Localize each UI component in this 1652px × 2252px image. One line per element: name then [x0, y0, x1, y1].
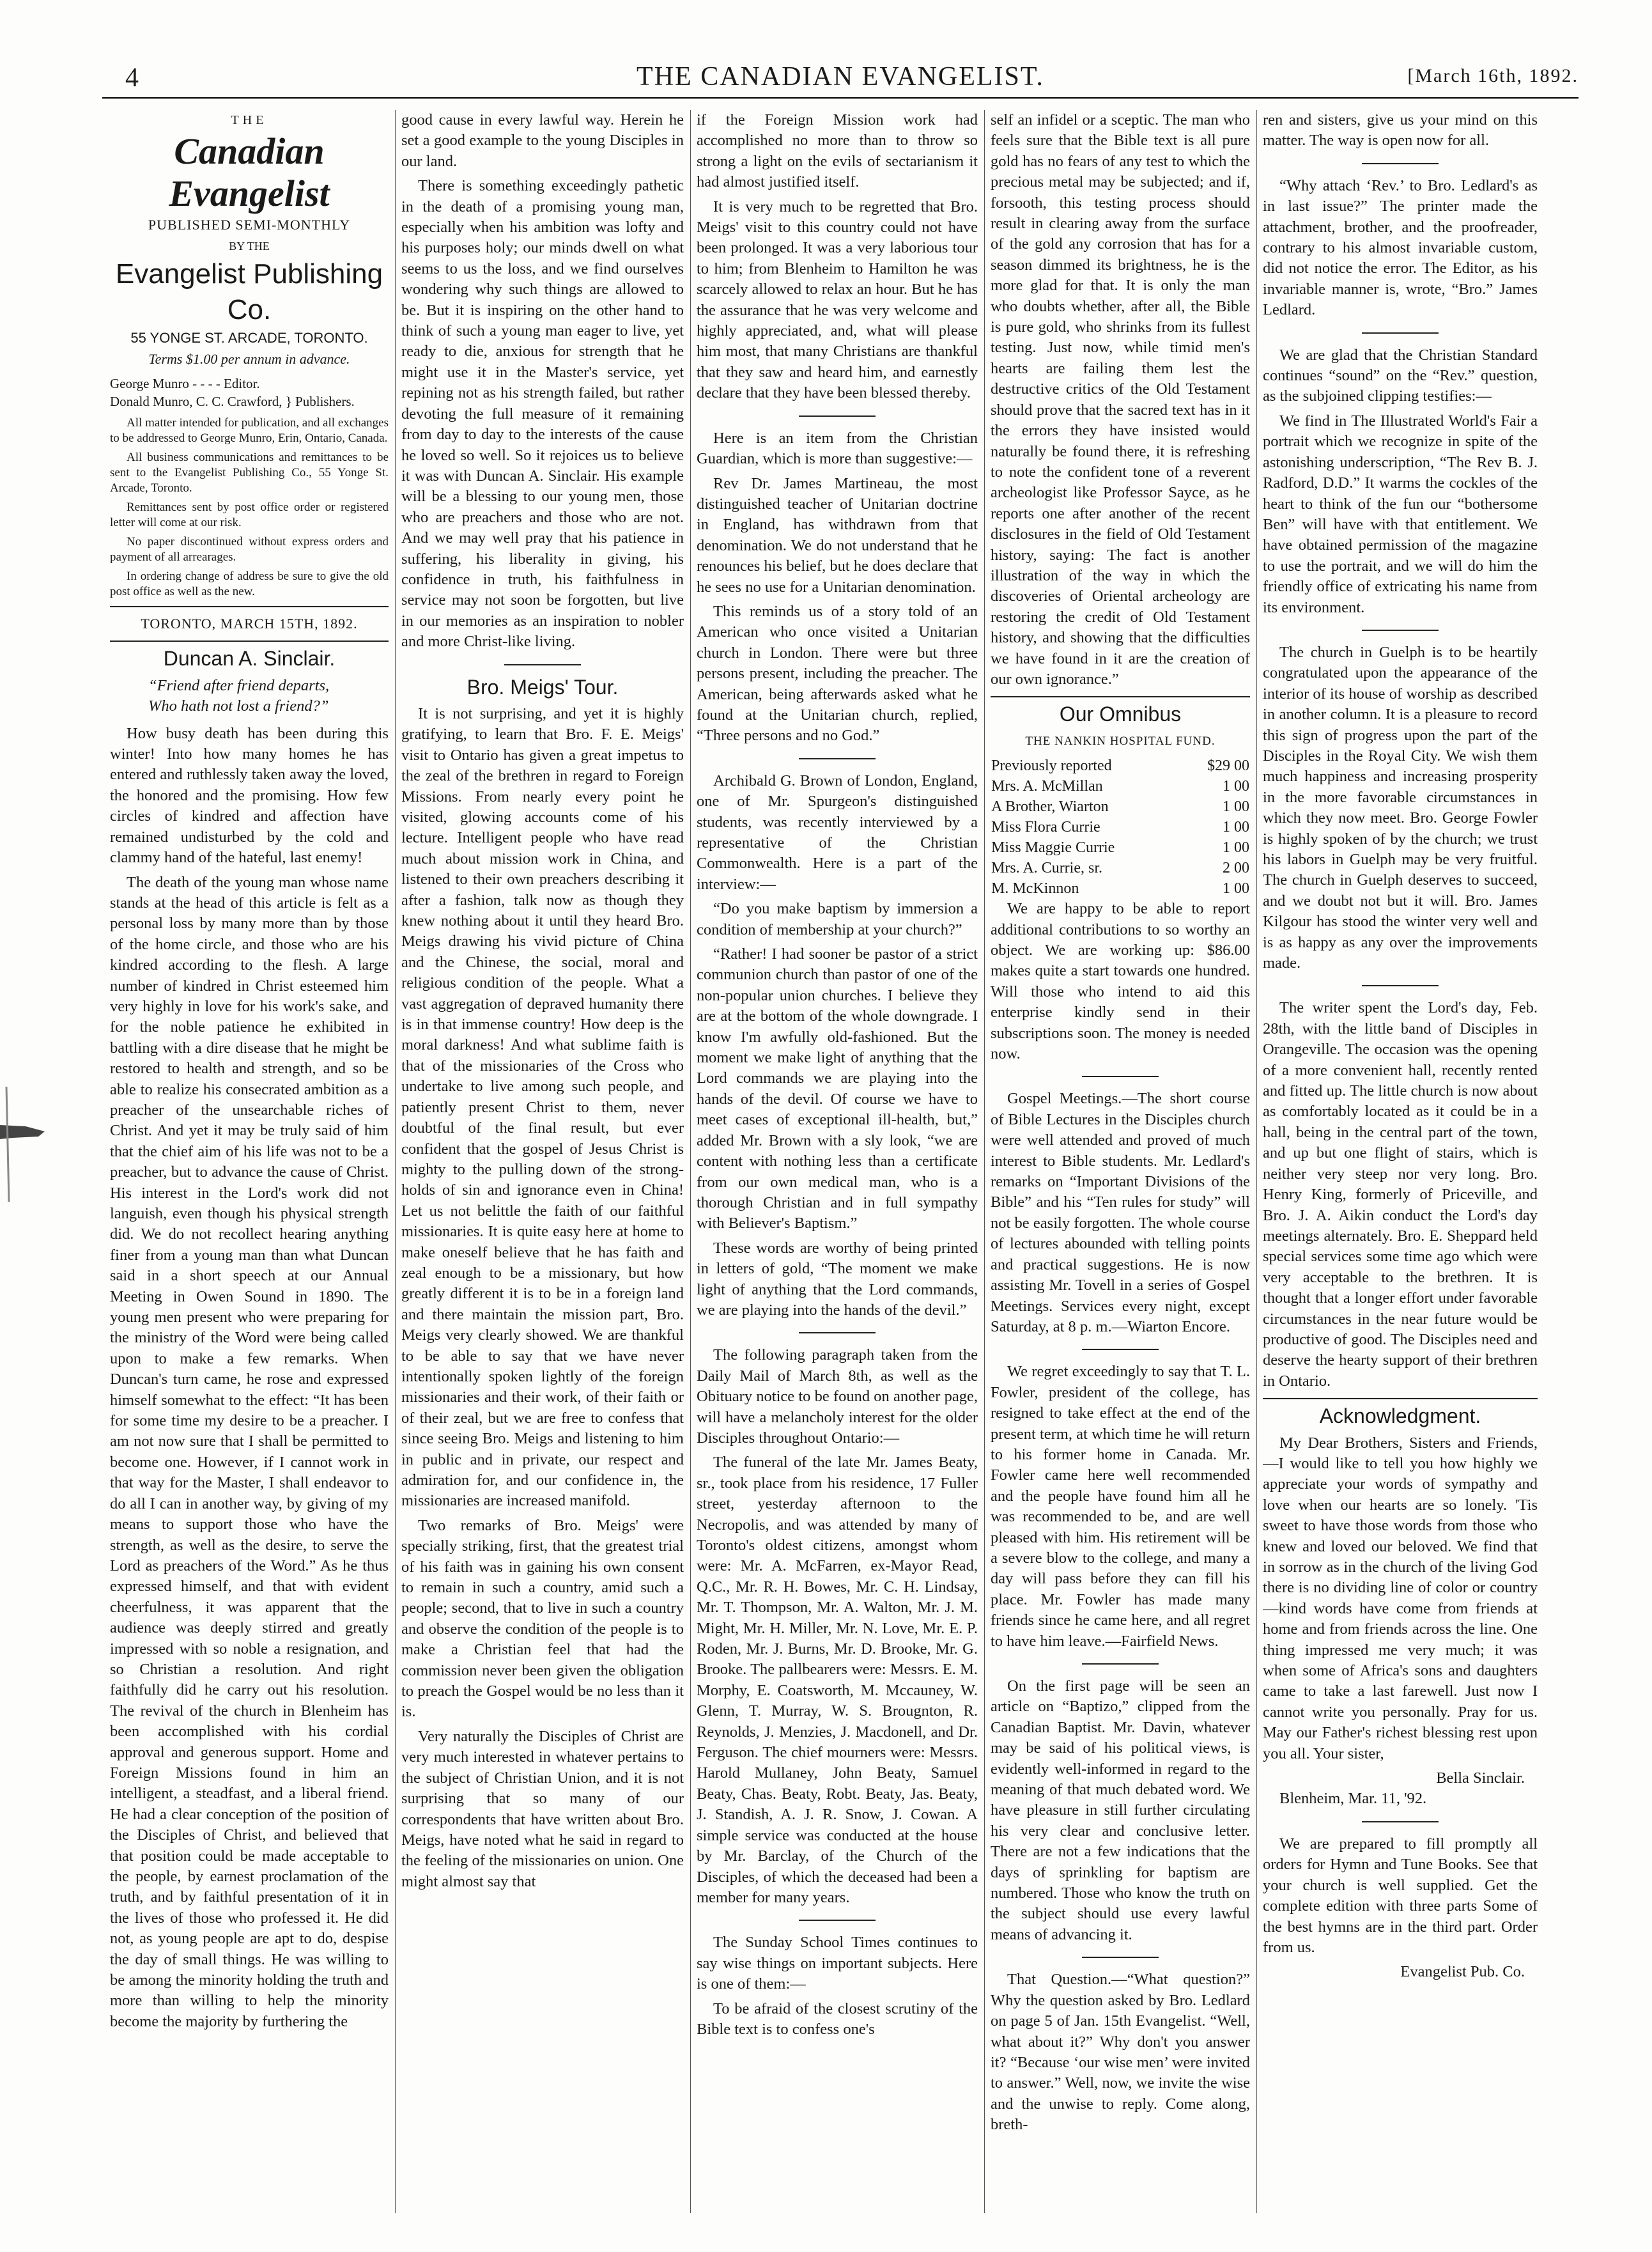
letter-dateline: Blenheim, Mar. 11, '92. [1279, 1790, 1427, 1808]
divider [1362, 985, 1439, 986]
fund-row [991, 817, 1250, 837]
donor-name: Mrs. A. McMillan [991, 778, 1103, 795]
paragraph: “Why attach ‘Rev.’ to Bro. Ledlard's as in last issue?” The printer made the attachment, brother, and the proofreader, contrary to his almost invariable custom, did not notice the error. The Editor, as his invariable manner is, wrote, “Bro.” James Ledlard. [1263, 176, 1538, 319]
paragraph: We are glad that the Christian Standard continues “sound” on the “Rev.” question, as the subjoined clipping testifies:— [1263, 346, 1538, 405]
divider [1362, 630, 1439, 631]
omnibus-heading: Our Omnibus [1059, 703, 1182, 726]
paper-title: THE CANADIAN EVANGELIST. [637, 62, 1044, 91]
signature: Bella Sinclair. [1436, 1769, 1525, 1787]
divider [1362, 163, 1439, 164]
fund-row [991, 837, 1250, 858]
fund-row [991, 776, 1250, 796]
divider [1362, 332, 1439, 334]
paragraph: Two remarks of Bro. Meigs' were specially striking, first, that the greatest trial of his faith was in gaining his own consent to remain in such a country, amid such a people; second, that to live in such a country and observe the condition of the people is to make a Christian feel that had the commission never been given the obligation to preach the Gospel would be no less than it is. [401, 1516, 684, 1721]
paragraph: There is something exceedingly pathetic in the death of a promising young man, especially when his ambition was lofty and his purposes holy; our minds dwell on what seems to us the loss, and we find ourselves wondering why such things are allowed to be. But it is inspiring on the other hand to think of such a young man eager to live, yet ready to die, anxious for strength that he might use it in the Master's service, yet repining not as his strength failed, but rather devoting the full measure of it remaining from day to day to the interests of the cause he loved so well. So it rejoices us to believe it was with Duncan A. Sinclair. His example will be a blessing to our young men, those who are preachers and those who are not. And we may well pray that his patience in suffering, his liberality in giving, his confidence in truth, his faithfulness in service may not soon be forgotten, but live in our memories as an inspiration to nobler and more Christ-like living. [401, 177, 684, 651]
masthead-the: THE [231, 113, 268, 127]
divider [504, 664, 581, 665]
running-header [102, 59, 1579, 99]
divider [1263, 1398, 1538, 1399]
notice: All business communications and remittances to be sent to the Evangelist Publishing Co., 55 Yonge St. Arcade, Toronto. [110, 451, 389, 495]
fund-row [991, 756, 1250, 776]
paragraph: This reminds us of a story told of an American who once visited a Unitarian church in London. There were but three persons present, including the preacher. The American, being afterwards asked what he found at the Unitarian church, replied, “Three persons and no God.” [697, 602, 978, 745]
column-rule [1256, 110, 1257, 2213]
page-number: 4 [125, 63, 140, 93]
paragraph: My Dear Brothers, Sisters and Friends,—I would like to tell you how highly we appreciate your words of sympathy and love when our hearts are so lonely. 'Tis sweet to have those words from those who knew and loved our beloved. We find that in sorrow as in the church of the living God there is no dividing line of color or country—kind words have come from friends at home and from friends across the line. One thing impressed me very much; it was when some of Africa's sons and daughters came to take a last farewell. Just now I cannot write you personally. Pray for us. May our Father's richest blessing rest upon you all. Your sister, [1263, 1434, 1538, 1762]
notice: Remittances sent by post office order or registered letter will come at our risk. [110, 501, 389, 530]
column-rule [690, 110, 691, 2213]
masthead-staff [110, 375, 389, 410]
publisher-signature: Evangelist Pub. Co. [1400, 1963, 1525, 1981]
issue-date: [March 16th, 1892. [1407, 65, 1579, 86]
paragraph: On the first page will be seen an article on “Baptizo,” clipped from the Canadian Baptist. Mr. Davin, whatever may be said of his political views, is evidently well-informed in regard to the meaning of that much debated word. We have pleasure in still further circulating his very clear and conclusive letter. There are not a few indications that the days of sprinkling for baptism are numbered. Those who know the truth on the subject should use every lawful means of advancing it. [991, 1677, 1250, 1943]
paragraph: We are happy to be able to report additional contributions to so worthy an object. We are working up: $86.00 makes quite a start towards one hundred. Will those who intend to aid this enterprise kindly send in their subscriptions soon. The money is needed now. [991, 900, 1250, 1063]
divider [1082, 1076, 1159, 1077]
masthead [110, 110, 389, 369]
paragraph: The death of the young man whose name stands at the head of this article is felt as a personal loss by many more than by those of the home circle, and those who are his kindred according to the flesh. A large number of kindred in Christ esteemed him very highly in love for his work's sake, and for the noble patience he exhibited in battling with a dire disease that he might be restored to health and strength, and so be able to realize his consecrated ambition as a preacher of the unsearchable riches of Christ. And yet it may be truly said of him that the chief aim of his life was not to be a preacher, but to advance the cause of Christ. His interest in the Lord's work did not languish, even though his physical strength did. We do not recollect hearing anything finer from a young man than what Duncan said in a short speech at our Annual Meeting in Owen Sound in 1890. The young men present who were preparing for the ministry of the Word were being called upon to make a few remarks. When Duncan's turn came, he rose and expressed himself somewhat to the effect: “It has been for some time my desire to be a preacher. I am not now sure that I shall be permitted to become one. However, if I cannot work in that way for the Master, I shall endeavor to do all I can in another way, by giving of my means to support those who have the strength, as well as the desire, to serve the Lord as preachers of the Word.” As he thus expressed himself, and that with evident cheerfulness, it was apparent that the audience was deeply stirred and greatly impressed with so noble a resignation, and so Christian a resolution. And right faithfully did he carry out his resolution. The revival of the church in Blenheim has been accomplished with his cordial approval and generous support. Home and Foreign Missions found in him an intelligent, a steadfast, and a liberal friend. He had a clear conception of the position of the Disciples of Christ, and believed that that position could be made acceptable to the people, by earnest proclamation of the truth, and by faithful presentation of it in the lives of those who professed it. He did not, as young people are apt to do, despise the day of small things. He was willing to be among the minority holding the truth and more than willing to help the minority become the majority by furthering the [110, 873, 389, 2030]
paragraph: Gospel Meetings.—The short course of Bible Lectures in the Disciples church were well attended and proved of much interest to Bible students. Mr. Ledlard's remarks on “Important Divisions of the Bible” and his “Ten rules for study” will not be easily forgotten. The whole course of lectures abounded with telling points and practical suggestions. He is now assisting Mr. Tovell in a series of Gospel Meetings. Services every night, except Saturday, at 8 p. m.—Wiarton Encore. [991, 1090, 1250, 1335]
paragraph: We are prepared to fill promptly all orders for Hymn and Tune Books. See that your church is well supplied. Get the complete edition with three parts Some of the best hymns are in the third part. Order from us. [1263, 1835, 1538, 1956]
dateline: TORONTO, MARCH 15TH, 1892. [141, 616, 358, 632]
fund-row [991, 796, 1250, 817]
divider [799, 415, 876, 417]
paragraph: “Rather! I had sooner be pastor of a strict communion church than pastor of one of the non-popular union churches. I believe they are at the bottom of the whole downgrade. I know I'm awfully old-fashioned. But the moment we make light of anything that the Lord commands we are playing into the hands of the devil. Of course we have to meet cases of exceptional ill-health, but,” added Mr. Brown with a sly look, “we are content with nothing less than a certificate from our own medical man, who is a thorough Christian and in full sympathy with Believer's Baptism.” [697, 945, 978, 1232]
donor-name: A Brother, Wiarton [991, 798, 1109, 816]
notice: All matter intended for publication, and all exchanges to be addressed to George Munro, Erin, Ontario, Canada. [110, 416, 389, 446]
paragraph: Very naturally the Disciples of Christ are very much interested in whatever pertains to the subject of Christian Union, and it is not surprising that so many of our correspondents that have written about Bro. Meigs, have noted what he said in regard to the feeling of the missionaries on union. One might almost say that [401, 1727, 684, 1890]
article-heading-sinclair: Duncan A. Sinclair. [163, 647, 336, 671]
column-rule [984, 110, 985, 2213]
masthead-notices [110, 415, 389, 600]
paragraph: The funeral of the late Mr. James Beaty, sr., took place from his residence, 17 Fuller street, yesterday afternoon to the Necropolis, and was attended by many of Toronto's oldest citizens, amongst whom were: Mr. A. McFarren, ex-Mayor Read, Q.C., Mr. R. H. Bowes, Mr. C. H. Lindsay, Mr. T. Thompson, Mr. A. Walton, Mr. J. M. Might, Mr. H. Miller, Mr. N. Love, Mr. E. P. Roden, Mr. J. Burns, Mr. D. Brooke, Mr. G. Brooke. The pallbearers were: Messrs. E. M. Morphy, E. Coatsworth, M. Mccauney, W. Glenn, T. Murray, W. S. Brougnton, R. Reynolds, J. Menzies, J. Macdonell, and Dr. Ferguson. The chief mourners were: Messrs. Harold Mullaney, John Beaty, Samuel Beaty, Chas. Beaty, Robt. Beaty, Jas. Beaty, J. Standish, A. J. R. Snow, J. Cowan. A simple service was conducted at the house by Mr. Barclay, of the Church of the Disciples, of which the deceased had been a member for many years. [697, 1454, 978, 1906]
donor-name: Previously reported [991, 757, 1112, 775]
epigraph [148, 676, 389, 717]
masthead-company: Evangelist Publishing Co. [115, 258, 383, 326]
masthead-name: Canadian Evangelist [169, 130, 330, 215]
paragraph: We find in The Illustrated World's Fair a portrait which we recognize in spite of the astonishing underscription, “The Rev B. J. Radford, D.D.” It warms the cockles of the heart to think of the fun our “bothersome Ben” will have with that entitlement. We have obtained permission of the magazine to use the portrait, and we will do him the friendly office of extricating his name from its environment. [1263, 412, 1538, 616]
paragraph: Here is an item from the Christian Guardian, which is more than suggestive:— [697, 429, 978, 468]
fund-table [991, 756, 1250, 899]
paragraph: The following paragraph taken from the Daily Mail of March 8th, as well as the Obituary notice to be found on another page, will have a melancholy interest for the older Disciples throughout Ontario:— [697, 1346, 978, 1447]
masthead-terms: Terms $1.00 per annum in advance. [148, 350, 350, 367]
column-rule [395, 110, 396, 2213]
paragraph: “Do you make baptism by immersion a condition of membership at your church?” [697, 900, 978, 938]
fund-row [991, 878, 1250, 899]
paragraph: That Question.—“What question?” Why the question asked by Bro. Ledlard on page 5 of Jan. 15th Evangelist. “Well, what about it?” Why don't you answer it? “Because ‘our wise men’ were invited to answer.” Well, now, we invite the wise and the unwise to reply. Come along, breth- [991, 1971, 1250, 2134]
paragraph: To be afraid of the closest scrutiny of the Bible text is to confess one's [697, 2000, 978, 2038]
divider [1362, 1821, 1439, 1822]
notice: In ordering change of address be sure to give the old post office as well as the new. [110, 570, 389, 599]
divider [110, 606, 389, 607]
column-5 [1263, 110, 1538, 2213]
paragraph: Rev Dr. James Martineau, the most distinguished teacher of Unitarian doctrine in England, has withdrawn from that denomination. We do not understand that he renounces his belief, but he does declare that he sees no use for a Unitarian denomination. [697, 474, 978, 596]
fund-title: THE NANKIN HOSPITAL FUND. [1025, 734, 1216, 748]
publishers-line: Donald Munro, C. C. Crawford, } Publishers. [110, 394, 355, 410]
donation-amount: 1 00 [1223, 798, 1249, 816]
divider [799, 1920, 876, 1921]
paragraph: How busy death has been during this winter! Into how many homes he has entered and ruthlessly taken away the loved, the honored and the promising. How few circles of kindred and affection have remained undisturbed by the cold and clammy hand of the hateful, last enemy! [110, 724, 389, 867]
masthead-address: 55 YONGE ST. ARCADE, TORONTO. [130, 330, 368, 346]
epigraph-line: Who hath not lost a friend?” [148, 697, 329, 715]
paragraph: The writer spent the Lord's day, Feb. 28th, with the little band of Disciples in Orangeville. The occasion was the opening of a more convenient hall, recently rented and fitted up. The little church is now about as comfortably located as it could be in a hall, being in the central part of the town, and up but one flight of stairs, which is neither very steep nor very long. Bro. Henry King, formerly of Priceville, and Bro. J. A. Aikin conduct the Lord's day meetings alternately. Bro. E. Sheppard held special services some time ago which were very acceptable to the brethren. It is thought that a longer effort under favorable circumstances in the near future would be productive of good. The Disciples need and deserve the hearty support of their brethren in Ontario. [1263, 999, 1538, 1390]
donor-name: Miss Flora Currie [991, 819, 1100, 836]
donation-amount: $29 00 [1207, 757, 1249, 775]
column-1 [110, 110, 389, 2213]
epigraph-line: “Friend after friend departs, [148, 676, 330, 694]
paragraph: These words are worthy of being printed in letters of gold, “The moment we make light of anything that the Lord commands, we are playing into the hands of the devil.” [697, 1239, 978, 1319]
acknowledgment-heading: Acknowledgment. [1319, 1404, 1481, 1428]
donor-name: Mrs. A. Currie, sr. [991, 860, 1102, 877]
paragraph: We regret exceedingly to say that T. L. Fowler, president of the college, has resigned to take effect at the end of the present term, at which time he will return to his former home in Canada. Mr. Fowler came here well recommended and the people have found him all he was recommended to be, and are well pleased with him. His retirement will be a severe blow to the college, and many a day will pass before they can fill his place. Mr. Fowler has made many friends since he came here, and all regret to have him leave.—Fairfield News. [991, 1363, 1250, 1650]
masthead-frequency: PUBLISHED SEMI-MONTHLY [148, 217, 351, 233]
divider [1082, 1663, 1159, 1665]
divider [1082, 1349, 1159, 1350]
paragraph: It is not surprising, and yet it is highly gratifying, to learn that Bro. F. E. Meigs' visit to Ontario has given a great impetus to the zeal of the brethren in regard to Foreign Missions. From nearly every point he visited, glowing accounts come of his lecture. Intelligent people who have read much about mission work in China, and listened to their own preachers describing it after a fashion, talk now as though they knew nothing about it until they heard Bro. Meigs drawing his vivid picture of China and the Chinese, the social, moral and religious condition of the people. What a vast aggregation of depraved humanity there is in that immense country! How deep is the moral darkness! And what sublime faith is that of the missionaries of the Cross who undertake to live among such people, and patiently present Christ to them, never doubtful of the final result, but ever confident that the gospel of Jesus Christ is mighty to the pulling down of the strong-holds of sin and ignorance even in China! Let us not belittle the faith of our faithful missionaries. It is quite easy here at home to make oneself believe that he has faith and zeal enough to be a missionary, but how greatly different it is to be in a foreign land and there maintain the mission part, Bro. Meigs very clearly showed. We are thankful to be able to say that we have never intentionally spoken lightly of the foreign missionaries and their work, of their faith or of their zeal, but we are free to confess that since seeing Bro. Meigs and listening to him in public and in private, our respect and admiration for, and our confidence in, the missionaries are increased manifold. [401, 704, 684, 1510]
paragraph: Archibald G. Brown of London, England, one of Mr. Spurgeon's distinguished students, was recently interviewed by a representative of the Christian Commonwealth. Here is a part of the interview:— [697, 772, 978, 893]
notice: No paper discontinued without express orders and payment of all arrearages. [110, 535, 389, 564]
divider [1082, 1957, 1159, 1958]
donation-amount: 2 00 [1223, 860, 1249, 877]
paragraph: self an infidel or a sceptic. The man who feels sure that the Bible text is all pure gold has no fears of any test to which the precious metal may be subjected; and if, forsooth, this testing process should result in clearing away from the surface of the gold any corrosion that has for a season dimmed its brightness, he is the more glad for that. It is only the man who doubts whether, after all, the Bible is pure gold, who shrinks from its fullest testing. Just now, while timid men's hearts are failing them lest the destructive critics of the Old Testament should prove that the sacred text has in it the errors they have insisted would naturally be found there, it is refreshing to note the confident tone of a reverent archeologist like Professor Sayce, as he reports one after another of the recent disclosures in the field of Old Testament history, saying: The fact is another illustration of the way in which the discoveries of Oriental archeology are restoring the credit of Old Testament history, and showing that the difficulties we have found in it are the creation of our own ignorance.” [991, 111, 1250, 688]
donation-amount: 1 00 [1223, 880, 1249, 897]
donation-amount: 1 00 [1223, 819, 1249, 836]
article-heading-meigs: Bro. Meigs' Tour. [467, 675, 619, 699]
paragraph: The church in Guelph is to be heartily congratulated upon the appearance of the interior of its house of worship as described in another column. It is a pleasure to record this sign of progress upon the part of the Disciples in the Royal City. We wish them much happiness and increasing prosperity in the more favorable circumstances in which they now meet. Bro. George Fowler is highly spoken of by the church; we trust his labors in Guelph may be very fruitful. The church in Guelph deserves to succeed, and we doubt not but it will. Bro. James Kilgour has stood the winter very well and is as happy as any over the improvements made. [1263, 643, 1538, 972]
donation-amount: 1 00 [1223, 839, 1249, 857]
column-4 [991, 110, 1250, 2213]
divider [799, 758, 876, 759]
divider [110, 641, 389, 642]
paragraph: if the Foreign Mission work had accomplished no more than to throw so strong a light on the evils of sectarianism it had almost justified itself. [697, 111, 978, 191]
paragraph: good cause in every lawful way. Herein he set a good example to the young Disciples in our land. [401, 111, 684, 170]
paragraph: ren and sisters, give us your mind on this matter. The way is open now for all. [1263, 111, 1538, 150]
divider [799, 1332, 876, 1333]
donor-name: Miss Maggie Currie [991, 839, 1115, 857]
editor-line: George Munro - - - - Editor. [110, 376, 260, 392]
paragraph: The Sunday School Times continues to say wise things on important subjects. Here is one of them:— [697, 1934, 978, 1993]
scan-binding-mark [0, 1087, 58, 1202]
column-2 [401, 110, 684, 2213]
masthead-by: BY THE [229, 239, 270, 252]
paragraph: It is very much to be regretted that Bro. Meigs' visit to this country could not have been prolonged. It was a very laborious tour to him; from Blenheim to Hamilton he was scarcely allowed to relax an hour. But he has the assurance that he was very welcome and highly appreciated, and, what will please him most, that many Christians are thankful that they saw and heard him, and earnestly declare that they have been blessed thereby. [697, 198, 978, 402]
divider [991, 696, 1250, 697]
donation-amount: 1 00 [1223, 778, 1249, 795]
column-3 [697, 110, 978, 2213]
donor-name: M. McKinnon [991, 880, 1079, 897]
fund-row [991, 858, 1250, 878]
